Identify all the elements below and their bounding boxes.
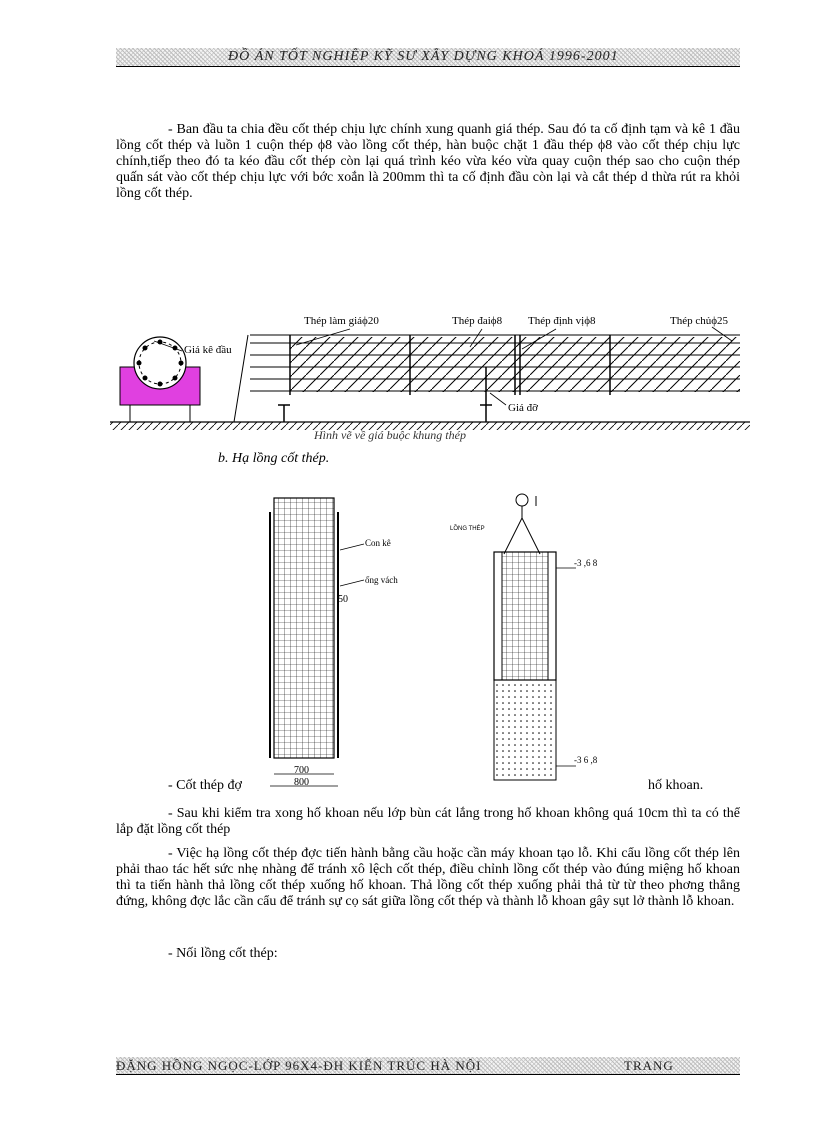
svg-text:Thép định vịϕ8: [528, 315, 596, 327]
figure-lowering-cage: [260, 490, 620, 790]
label-d25: ϕ25: [711, 315, 729, 327]
label-long-thep: LỒNG THÉP: [450, 526, 485, 532]
label-d8-a: ϕ8: [490, 315, 503, 327]
label-d20: ϕ20: [362, 315, 379, 327]
footer-rule: [116, 1074, 740, 1075]
label-elevation-top: -3 ,6 8: [574, 558, 598, 568]
crane-hook: [504, 494, 540, 554]
header-rule: [116, 66, 740, 67]
label-d8-b: ϕ8: [584, 315, 596, 327]
paragraph-cage-note-end: hố khoan.: [648, 778, 704, 793]
label-thep-dinh-vi: Thép định vị: [528, 315, 585, 327]
footer-right: TRANG: [624, 1058, 674, 1073]
label-elevation-bottom: -3 6 ,8: [574, 755, 598, 765]
cage-cross-section: [134, 337, 186, 389]
header-title: ĐỒ ÁN TỐT NGHIỆP KỸ SƯ XÂY DỰNG KHOÁ 1996-2001: [228, 49, 619, 64]
label-thep-chu: Thép chủ: [670, 315, 712, 327]
borehole-soil: [494, 680, 556, 780]
label-gia-do: Giá đỡ: [508, 402, 538, 414]
label-dim-50: 50: [338, 594, 348, 605]
label-dim-700: 700: [294, 765, 309, 776]
cage-elevation: [270, 498, 338, 758]
header-band: [116, 48, 740, 66]
label-thep-lam-gia: Thép làm giá: [304, 315, 363, 327]
paragraph-cage-note-start: - Cốt thép đợ: [168, 778, 242, 793]
paragraph-steel-binding: - Ban đầu ta chia đều cốt thép chịu lực chính xung quanh giá thép. Sau đó ta cố định tạm và kê 1 đầu lồng cốt thép và luồn 1 cuộn thép ϕ8 vào lồng cốt thép, hàn buộc chặt 1 đầu thép ϕ8 vào cốt thép chịu lực chính,tiếp theo đó ta kéo đầu cốt thép còn lại quá trình kéo vừa kéo vừa quay cuộn thép sao cho cuộn thép quấn sát vào cốt thép chịu lực với bớc xoắn là 200mm thì ta cố định đầu còn lại và cắt thép d thừa rút ra khỏi lồng cốt thép.: [116, 122, 740, 201]
figure1-caption: Hình vẽ về giá buộc khung thép: [314, 428, 466, 442]
cage-in-casing: [502, 552, 548, 680]
svg-text:Thép đaiϕ8: [452, 315, 503, 327]
footer-left: ĐẶNG HỒNG NGỌC-LỚP 96X4-ĐH KIẾN TRÚC HÀ NỘI: [116, 1058, 482, 1073]
section-b-heading: b. Hạ lồng cốt thép.: [218, 451, 330, 466]
footer-band: [116, 1057, 740, 1075]
label-gia-ke-dau: Giá kê đầu: [184, 344, 232, 356]
paragraph-join-cage: - Nối lồng cốt thép:: [168, 946, 278, 961]
label-thep-dai: Thép đai: [452, 315, 491, 327]
figure-binding-rack: [110, 305, 750, 445]
paragraph-check-borehole: - Sau khi kiểm tra xong hố khoan nếu lớp bùn cát lắng trong hố khoan không quá 10cm thì ta có thể lắp đặt lồng cốt thép: [116, 806, 740, 837]
paragraph-lower-cage: - Việc hạ lồng cốt thép đợc tiến hành bằng cầu hoặc cần máy khoan tạo lỗ. Khi cẩu lồng cốt thép lên phải thao tác hết sức nhẹ nhàng để tránh xô lệch cốt thép, điều chỉnh lồng cốt thép vào đúng miệng hố khoan thì ta tiến hành thả lồng cốt thép xuống hố khoan. Thả lồng cốt thép xuống phải thả từ từ theo phơng thẳng đứng, không đợc lắc cần cẩu để tránh sự cọ sát giữa lồng cốt thép và thành lỗ khoan gây sụt lở thành lỗ khoan.: [116, 846, 740, 909]
label-dim-800: 800: [294, 777, 309, 788]
label-con-ke: Con kê: [365, 538, 391, 548]
svg-text:Thép làm giáϕ20: [304, 315, 379, 327]
label-ong-vach: ống vách: [365, 575, 398, 585]
svg-text:Thép chủϕ25: [670, 315, 729, 327]
